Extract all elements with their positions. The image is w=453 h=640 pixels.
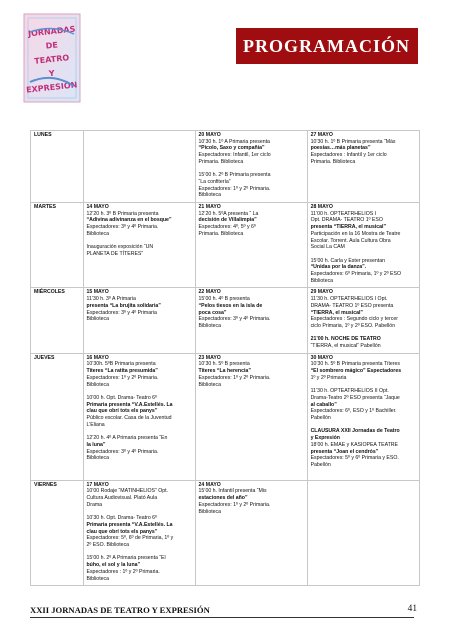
schedule-cell: [83, 203, 195, 288]
event-text-line: Espectadores : 1º y 2º Primaria.: [86, 568, 160, 575]
event-text-line: 22 MAYO: [198, 289, 221, 296]
day-label: MIÉRCOLES: [31, 288, 84, 353]
event-text-line: 14 MAYO: [86, 204, 109, 211]
event-text-line: 10’30 h. 5º B presenta: [198, 361, 250, 368]
event-text-line: 10’30 h. Opt. Drama- Teatro 6º: [86, 515, 157, 522]
event-text-line: y Expresión: [310, 435, 340, 442]
event-block: [87, 555, 192, 582]
event-text-line: 15’00 h. Carla y Ester presentan: [310, 257, 385, 264]
event-text-line: Biblioteca: [198, 192, 222, 199]
day-label: VIERNES: [31, 480, 84, 586]
event-text-line: “TIERRA, el musical”: [310, 309, 364, 316]
event-block: [311, 336, 416, 349]
event-text-line: Espectadores: 1º y 2º Primaria.: [198, 374, 271, 381]
event-text-line: Opt. DRAMA- TEATRO 1º ESO: [310, 217, 383, 224]
schedule-cell: [83, 131, 195, 203]
event-text-line: 18’00 h. EMAE y KASIOPEA TEATRE: [310, 441, 399, 448]
event-text-line: presenta “TIERRA, el musical”: [310, 224, 387, 231]
event-text-line: presenta “Joan el cendrós”: [310, 448, 379, 455]
event-text-line: 11’30 h. OPTEATRHELIOS I Opt.: [310, 296, 388, 303]
event-text-line: Espectadores : Segundo ciclo y tercer: [310, 316, 398, 323]
event-text-line: Primaria. Biblioteca: [198, 158, 244, 165]
event-text-line: poesías…más planetas”: [310, 145, 371, 152]
event-text-line: Espectadores: 6º, ESO y 1º Bachiller.: [310, 408, 397, 415]
schedule-row: [31, 480, 420, 586]
page-number: 41: [407, 604, 417, 614]
event-text-line: Espectadores: Infantil, 1er ciclo: [198, 152, 271, 159]
event-text-line: Pabellón: [310, 461, 331, 468]
event-text-line: 27 MAYO: [310, 132, 333, 138]
schedule-cell: [307, 480, 419, 586]
event-block: [87, 244, 192, 257]
event-text-line: “Pelos tiesos en la isla de: [198, 302, 263, 309]
event-text-line: 15’00 h. 2º A Primaria presenta “El: [86, 555, 166, 562]
event-text-line: al caballo”: [310, 401, 337, 408]
schedule-cell: [195, 203, 307, 288]
event-text-line: Espectadores: 1º y 2º Primaria.: [86, 374, 159, 381]
event-text-line: “Adivina adivinanza en el bosque”: [86, 217, 172, 224]
event-block: [311, 388, 416, 422]
event-block: [199, 132, 304, 166]
event-block: [311, 428, 416, 468]
event-text-line: “El sombrero mágico” Espectadores: [310, 368, 402, 375]
event-block: [87, 515, 192, 549]
event-text-line: 10’30 h. 5º B Primaria presenta Títeres: [310, 361, 401, 368]
event-text-line: Espectadores: 5º, 6º de Primaria, 1º y: [86, 535, 174, 542]
schedule-cell: [307, 288, 419, 353]
event-text-line: ciclo Primaria, 1º y 2º ESO. Pabellón: [310, 322, 396, 329]
event-text-line: 2º ESO. Biblioteca: [86, 542, 130, 549]
event-text-line: “Unidas por la danza”.: [310, 264, 367, 271]
logo-word: DE: [45, 40, 59, 51]
event-text-line: 15 MAYO: [86, 289, 109, 296]
event-text-line: Primaria. Biblioteca: [198, 230, 244, 237]
event-text-line: Inauguración exposición “UN: [86, 244, 154, 251]
page-title-banner: [236, 28, 418, 64]
event-text-line: Biblioteca: [86, 455, 109, 462]
event-text-line: Espectadores: 3º y 4º Primaria.: [86, 224, 159, 231]
event-text-line: Biblioteca: [86, 381, 109, 388]
event-text-line: Biblioteca: [86, 575, 109, 582]
event-block: [199, 172, 304, 199]
event-text-line: Espectadores: 1º y 2º Primaria.: [198, 185, 271, 192]
event-block: [87, 204, 192, 238]
event-text-line: Participación en la 16 Mostra de Teatre: [310, 230, 401, 237]
event-text-line: 10’30h. 5ºB Primaria presenta: [86, 361, 156, 368]
event-block: [311, 258, 416, 285]
event-text-line: CLAUSURA XXII Jornadas de Teatro: [310, 428, 400, 435]
day-label: MARTES: [31, 203, 84, 288]
event-text-line: 12’20 h. 5ºA presenta “ La: [198, 210, 259, 217]
schedule-cell: [83, 480, 195, 586]
event-text-line: 28 MAYO: [310, 204, 333, 211]
event-text-line: 11’30 h. 3º A Primaria: [86, 296, 136, 303]
event-text-line: Primaria. Biblioteca: [310, 158, 356, 165]
event-block: [311, 204, 416, 251]
event-text-line: Espectadores: 1º y 2º Primaria.: [198, 501, 271, 508]
day-label: LUNES: [31, 131, 84, 203]
event-block: [311, 132, 416, 166]
event-text-line: 16 MAYO: [86, 354, 109, 361]
event-text-line: Social La CAM: [310, 244, 345, 251]
event-text-line: Público escolar. Casa de la Juventud: [86, 415, 172, 422]
event-block: [87, 355, 192, 389]
event-text-line: decisión de Villalimpia”: [198, 217, 257, 224]
schedule-cell: [83, 353, 195, 480]
event-block: [199, 289, 304, 329]
event-text-line: Pabellón: [310, 415, 331, 422]
event-text-line: Espectadores: 4º, 5º y 6º: [198, 224, 256, 231]
logo-word: Y: [48, 68, 56, 79]
schedule-cell: [83, 288, 195, 353]
schedule-row: [31, 131, 420, 203]
event-text-line: 11’30 h. OPTEATRHELIOS II Opt.: [310, 388, 389, 395]
event-text-line: 24 MAYO: [198, 481, 221, 488]
event-text-line: Escolar. Torrent. Aula Cultura Obra: [310, 237, 391, 244]
event-text-line: 21 MAYO: [198, 204, 221, 211]
event-text-line: Biblioteca: [198, 322, 222, 329]
event-text-line: Titeres “La herencia”: [198, 368, 251, 375]
event-text-line: estaciones del año”: [198, 495, 248, 502]
event-text-line: presenta “La brujita solidaria”: [86, 302, 161, 309]
event-text-line: 23 MAYO: [198, 354, 221, 361]
event-text-line: Espectadores : Infantil y 1er ciclo: [310, 152, 387, 159]
event-text-line: Espectadores: 3º y 4º Primaria: [86, 309, 157, 316]
event-text-line: 12’20 h. 3º B Primaria presenta: [86, 210, 159, 217]
event-text-line: DRAMA- TEATRO 1º ESO presenta: [310, 302, 394, 309]
festival-logo: [22, 12, 82, 104]
event-text-line: Biblioteca: [198, 381, 222, 388]
event-block: [87, 435, 192, 462]
event-block: [199, 482, 304, 516]
event-text-line: Titeres “La ratita presumida”: [86, 368, 158, 375]
event-text-line: 17 MAYO: [86, 481, 109, 488]
event-block: [87, 289, 192, 323]
event-block: [199, 204, 304, 238]
event-text-line: 30 MAYO: [310, 354, 333, 361]
event-text-line: Biblioteca: [86, 316, 109, 323]
logo-word: JORNADAS: [27, 24, 76, 39]
event-text-line: Drama: [86, 501, 103, 508]
logo-word: EXPRESIÓN: [25, 80, 78, 95]
day-label: JUEVES: [31, 353, 84, 480]
event-block: [87, 482, 192, 509]
event-text-line: 21’00 h. NOCHE DE TEATRO: [310, 336, 381, 343]
schedule-row: [31, 203, 420, 288]
event-text-line: Espectadores: 3º y 4º Primaria.: [198, 316, 271, 323]
logo-word: TEATRO: [33, 53, 70, 66]
event-text-line: “La confitería”: [198, 178, 231, 185]
event-text-line: Espectadores: 6º Primaria, 1º y 2º ESO: [310, 271, 402, 278]
event-text-line: L’Eliana: [86, 421, 105, 428]
event-text-line: Cultura Audiovisual. Plató Aula: [86, 495, 158, 502]
event-text-line: 15’00 h. Infantil presenta “Mis: [198, 488, 267, 495]
event-text-line: Primaria presenta “V.A.Estellés. La: [86, 521, 173, 528]
event-block: [311, 289, 416, 329]
schedule-table: [30, 130, 420, 586]
event-text-line: Espectadores: 5º y 6º Primaria y ESO.: [310, 455, 399, 462]
event-text-line: la luna”: [86, 441, 106, 448]
schedule-cell: [195, 288, 307, 353]
event-text-line: Biblioteca: [310, 277, 334, 284]
event-text-line: clau que obrí tots els panys”: [86, 408, 158, 415]
schedule-cell: [307, 353, 419, 480]
event-text-line: 15’00 h. 4º B presenta: [198, 296, 250, 303]
event-text-line: 10’00 Rodaje “MATINHELIOS” Opt.: [86, 488, 168, 495]
schedule-cell: [307, 131, 419, 203]
event-text-line: Espectadores: 3º y 4º Primaria.: [86, 448, 159, 455]
footer-title: XXII JORNADAS DE TEATRO Y EXPRESIÓN: [30, 605, 210, 615]
schedule-row: [31, 353, 420, 480]
schedule-cell: [195, 353, 307, 480]
footer-rule: [30, 617, 414, 618]
event-block: [199, 355, 304, 389]
event-text-line: 10’00 h. Opt. Drama- Teatro 6º: [86, 394, 157, 401]
event-text-line: 1º y 2º Primaria: [310, 374, 347, 381]
schedule-cell: [195, 131, 307, 203]
event-block: [87, 395, 192, 429]
event-text-line: Drama-Teatro 2º ESO presenta “Jaque: [310, 394, 400, 401]
event-text-line: “TIERRA, el musical” Pabellón: [310, 343, 381, 350]
event-text-line: 29 MAYO: [310, 289, 333, 296]
event-text-line: 12’20 h. 4º A Primaria presenta “En: [86, 435, 168, 442]
event-text-line: 20 MAYO: [198, 132, 221, 138]
page-title: PROGRAMACIÓN: [243, 36, 410, 56]
event-text-line: Biblioteca: [86, 230, 109, 237]
event-text-line: 10’30 h. 1º B Primaria presenta “Más: [310, 138, 396, 145]
event-text-line: 15’00 h. 2º B Primaria presenta: [198, 172, 271, 179]
event-text-line: búho, el sol y la luna”: [86, 562, 141, 569]
event-text-line: 10’30 h. 1º A Primaria presenta: [198, 138, 270, 145]
event-text-line: clau que obrí tots els panys”: [86, 528, 158, 535]
schedule-cell: [195, 480, 307, 586]
event-text-line: Biblioteca: [198, 508, 222, 515]
event-text-line: PLANETA DE TÍTERES”: [86, 250, 144, 257]
schedule-cell: [307, 203, 419, 288]
event-text-line: 11’00 h. OPTEATRHELIOS I: [310, 210, 377, 217]
event-text-line: Primaria presenta “V.A.Estellés. La: [86, 401, 173, 408]
event-block: [311, 355, 416, 382]
schedule-row: [31, 288, 420, 353]
event-text-line: “Picolo, Saxo y compañía”: [198, 145, 265, 152]
event-text-line: poca cosa”: [198, 309, 227, 316]
